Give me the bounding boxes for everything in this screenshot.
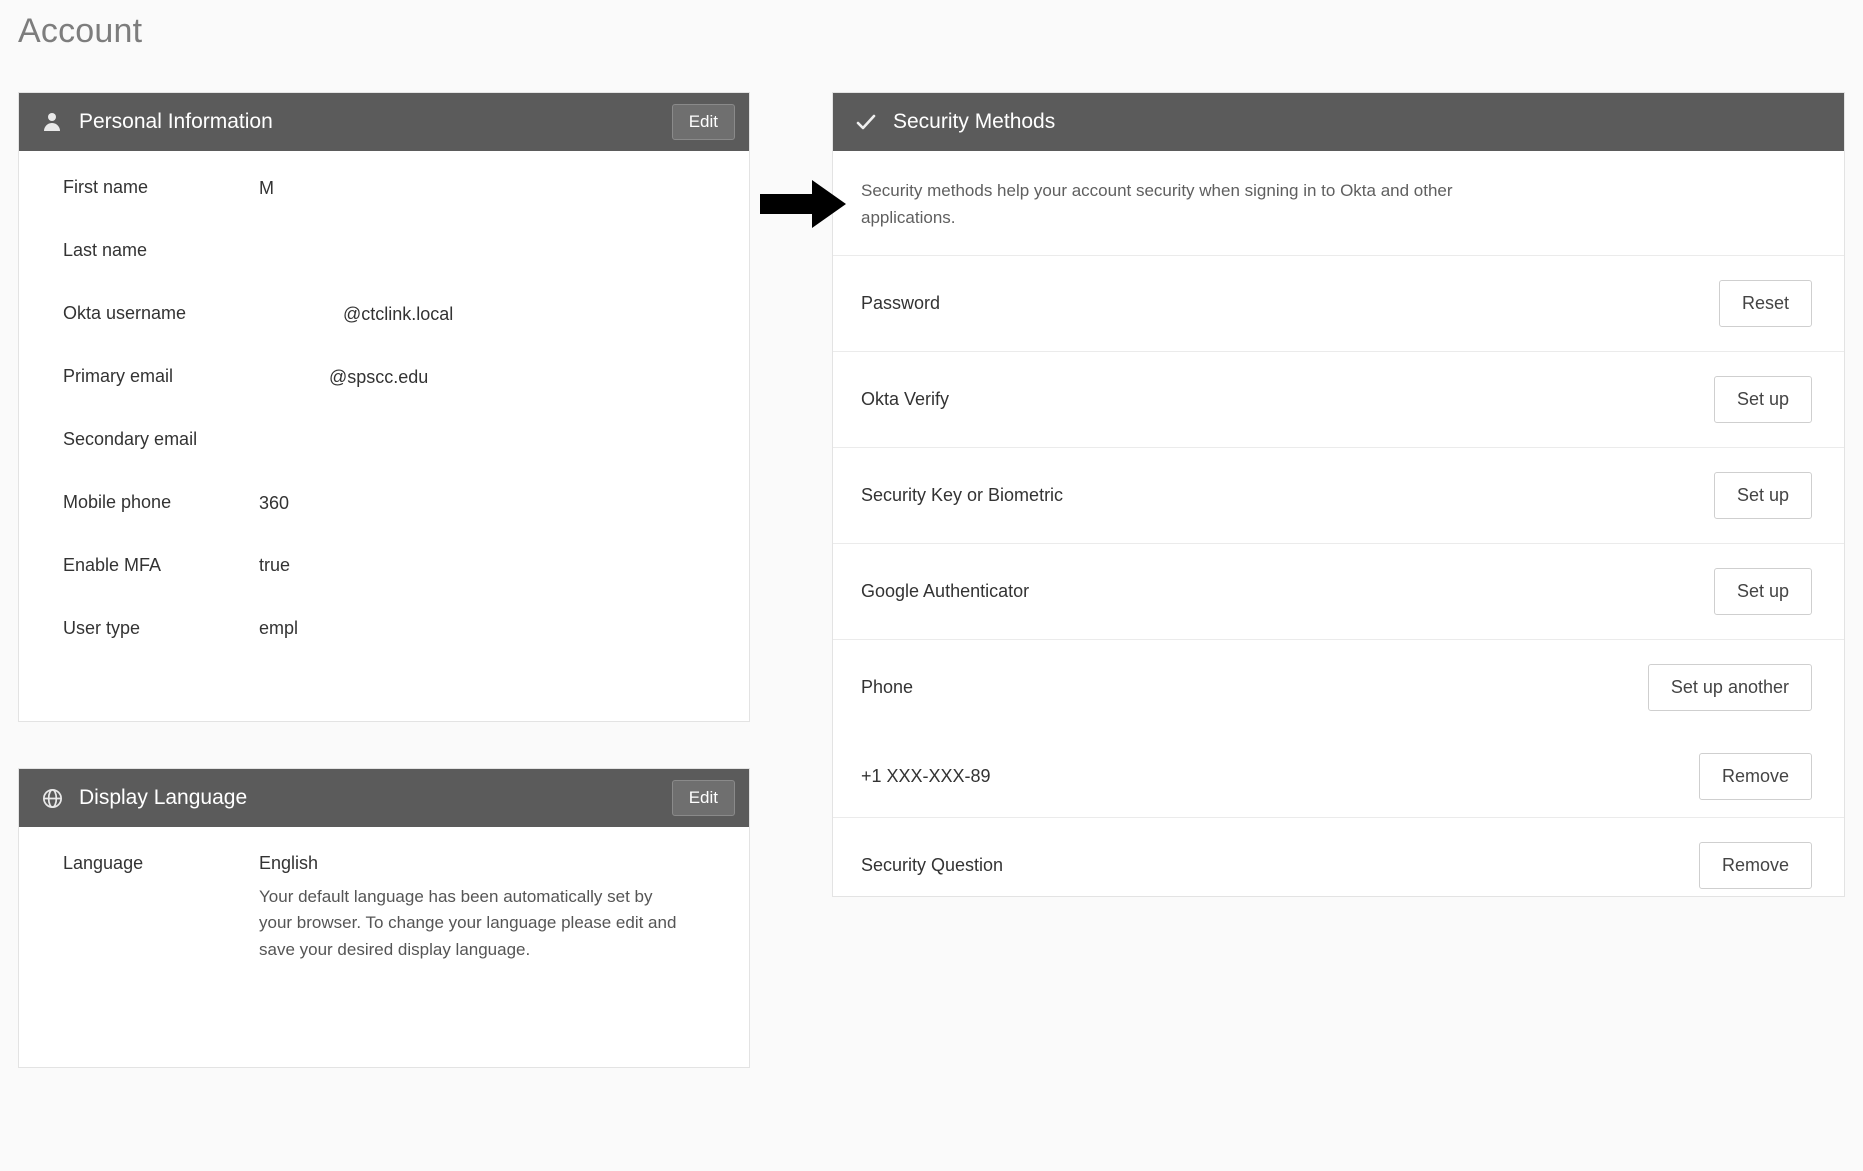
info-row	[19, 303, 749, 366]
globe-icon	[39, 785, 65, 811]
security-method-row-phone	[833, 639, 1844, 735]
security-method-name: Password	[861, 293, 941, 314]
security-method-row-okta-verify	[833, 351, 1844, 447]
security-method-name: Okta Verify	[861, 389, 950, 410]
phone-number-text: +1 XXX-XXX-89	[861, 765, 991, 786]
phone-set-up-another-button[interactable]: Set up another	[1648, 664, 1812, 711]
display-language-title: Display Language	[79, 786, 248, 809]
phone-remove-button[interactable]: Remove	[1699, 753, 1812, 800]
info-row	[19, 429, 749, 492]
info-value	[259, 366, 428, 388]
security-methods-title: Security Methods	[893, 110, 1056, 133]
personal-information-edit-button[interactable]: Edit	[672, 104, 735, 140]
person-icon	[39, 109, 65, 135]
security-method-row-security-key	[833, 447, 1844, 543]
info-value-text: @ctclink.local	[343, 303, 454, 324]
personal-information-card	[18, 92, 750, 722]
google-authenticator-set-up-button[interactable]: Set up	[1714, 568, 1812, 615]
right-arrow-pointer-icon	[760, 178, 846, 230]
language-note: Your default language has been automatically set by your browser. To change your language please edit and save your desired display language.	[259, 887, 677, 959]
security-method-name: Security Key or Biometric	[861, 485, 1064, 506]
security-method-name: Phone	[861, 677, 914, 698]
display-language-edit-button[interactable]: Edit	[672, 780, 735, 816]
personal-information-title: Personal Information	[79, 110, 273, 133]
info-row	[19, 555, 749, 618]
security-methods-card	[832, 92, 1845, 897]
redacted-field	[289, 492, 385, 514]
phone-number-value	[861, 765, 1025, 787]
info-row	[19, 177, 749, 240]
security-method-name: Security Question	[861, 855, 1004, 876]
display-language-card	[18, 768, 750, 1068]
language-value-block	[259, 853, 679, 963]
redacted-field	[259, 366, 329, 388]
security-method-row-password	[833, 255, 1844, 351]
language-value: English	[259, 853, 319, 873]
info-label: Secondary email	[63, 429, 198, 449]
info-value	[259, 303, 453, 325]
info-label: First name	[63, 177, 149, 197]
redacted-field	[274, 177, 336, 199]
info-label: Enable MFA	[63, 555, 162, 575]
redacted-field	[259, 303, 343, 325]
info-label: Mobile phone	[63, 492, 172, 512]
personal-information-body	[19, 151, 749, 681]
security-method-row-google-authenticator	[833, 543, 1844, 639]
info-row	[19, 240, 749, 303]
language-label: Language	[63, 853, 144, 873]
info-label: Last name	[63, 240, 148, 260]
info-value: empl	[259, 618, 299, 638]
language-row	[19, 853, 749, 963]
personal-information-header	[19, 93, 749, 151]
info-label: User type	[63, 618, 141, 638]
info-value	[259, 240, 321, 262]
redacted-field	[991, 765, 1025, 787]
security-method-row-security-question	[833, 817, 1844, 913]
info-value: true	[259, 555, 291, 575]
security-methods-intro: Security methods help your account security when signing in to Okta and other applications.	[861, 181, 1453, 228]
page-title: Account	[18, 12, 143, 50]
security-method-name: Google Authenticator	[861, 581, 1030, 602]
info-value	[259, 177, 336, 199]
info-row	[19, 366, 749, 429]
info-value-text: 360	[259, 492, 290, 513]
display-language-body	[19, 827, 749, 963]
info-label: Primary email	[63, 366, 174, 386]
security-question-remove-button[interactable]: Remove	[1699, 842, 1812, 889]
info-row	[19, 492, 749, 555]
info-value	[259, 492, 385, 514]
security-key-set-up-button[interactable]: Set up	[1714, 472, 1812, 519]
password-reset-button[interactable]: Reset	[1719, 280, 1812, 327]
display-language-header	[19, 769, 749, 827]
security-methods-header	[833, 93, 1844, 151]
info-row	[19, 618, 749, 681]
info-label: Okta username	[63, 303, 187, 323]
check-icon	[853, 109, 879, 135]
okta-verify-set-up-button[interactable]: Set up	[1714, 376, 1812, 423]
redacted-field	[259, 240, 321, 262]
info-value-text: @spscc.edu	[329, 366, 429, 387]
info-value-text: M	[259, 177, 274, 198]
security-method-row-phone-number	[833, 735, 1844, 817]
